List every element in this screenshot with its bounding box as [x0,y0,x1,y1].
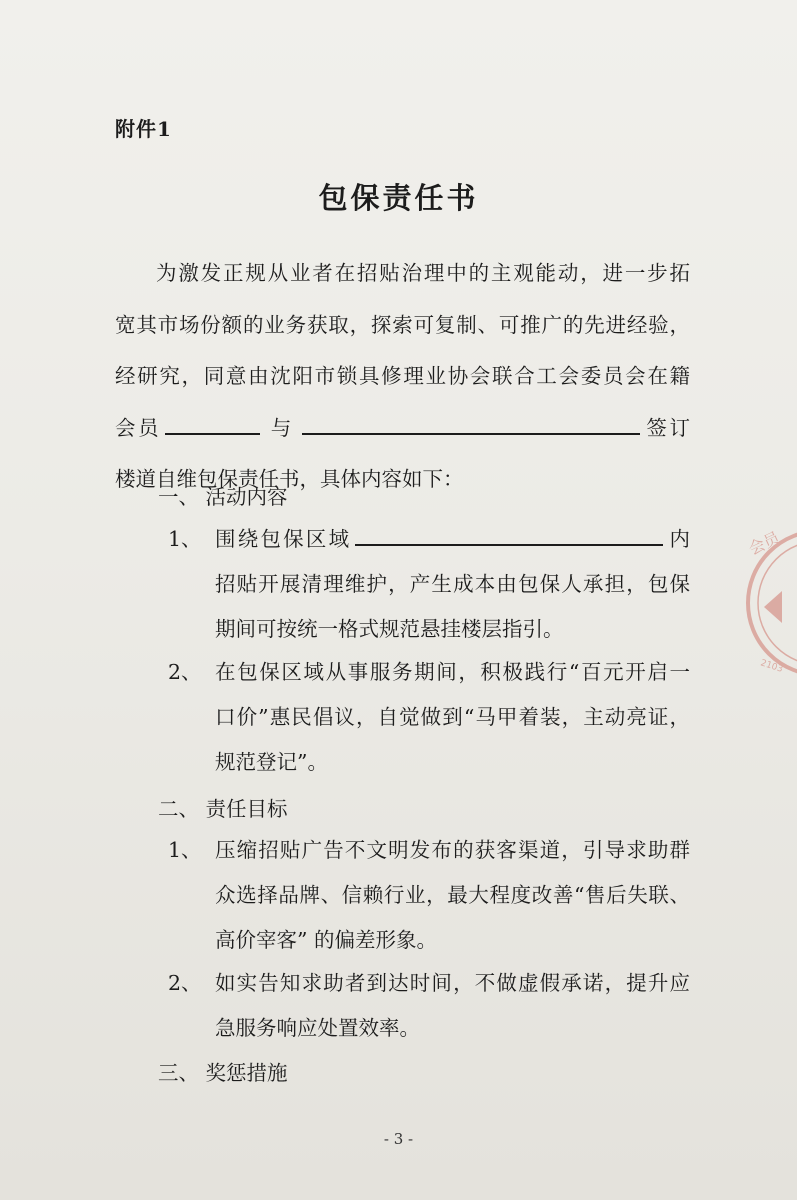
seal-text: 会员 [745,527,783,559]
item-line: 压缩招贴广告不文明发布的获客渠道，引导求助群 [215,838,690,862]
item-body [215,650,690,785]
intro-member-label: 会员 [115,415,162,440]
intro-line: 为激发正规从业者在招贴治理中的主观能动，进一步拓 [156,261,690,285]
area-blank [355,526,663,546]
seal-stamp-icon [742,515,797,690]
counterparty-blank [302,415,640,435]
item-line: 在包保区域从事服务期间，积极践行“百元开启一 [215,660,690,684]
item-line: 口价”惠民倡议，自觉做到“马甲着装，主动亮证， [215,705,690,729]
seal-inner-ring [758,541,797,665]
item-line: 高价宰客” 的偏差形象。 [215,928,437,952]
item-body [215,961,690,1051]
intro-paragraph [115,248,690,506]
item-line: 招贴开展清理维护，产生成本由包保人承担，包保 [215,572,690,596]
seal-serial: 2103 [759,658,784,675]
intro-sign-label: 签订 [643,415,691,440]
section-heading-rewards: 三、 奖惩措施 [158,1061,288,1085]
item-line: 众选择品牌、信赖行业，最大程度改善“售后失联、 [215,883,690,907]
seal-star [764,591,782,623]
seal-outer-ring [748,531,797,675]
intro-line: 宽其市场份额的业务获取，探索可复制、可推广的先进经验， [115,312,690,337]
item-body [215,517,690,652]
item-number: 1、 [168,838,202,862]
section-heading-goals: 二、 责任目标 [158,797,288,821]
intro-and-label: 与 [268,415,294,440]
item-number: 2、 [168,660,202,684]
item-text: 围绕包保区域 [215,527,352,551]
page-number: - 3 - [383,1130,414,1148]
intro-line: 经研究，同意由沈阳市锁具修理业协会联合工会委员会在籍 [115,364,690,388]
section-heading-activity: 一、 活动内容 [158,485,288,509]
document-title: 包保责任书 [318,181,479,215]
item-body [215,828,690,963]
item-number: 1、 [168,527,202,551]
item-number: 2、 [168,971,202,995]
item-line: 期间可按统一格式规范悬挂楼层指引。 [215,617,564,641]
intro-line-with-blanks [115,403,690,455]
member-name-blank [165,415,260,435]
attachment-label: 附件1 [115,117,172,141]
intro-line: 楼道自维包保责任书，具体内容如下： [115,467,464,491]
item-line: 如实告知求助者到达时间，不做虚假承诺，提升应 [215,971,690,995]
item-line-with-blank [215,517,690,562]
item-line: 规范登记”。 [215,750,328,774]
item-text: 内 [667,527,691,551]
item-line: 急服务响应处置效率。 [215,1016,420,1040]
